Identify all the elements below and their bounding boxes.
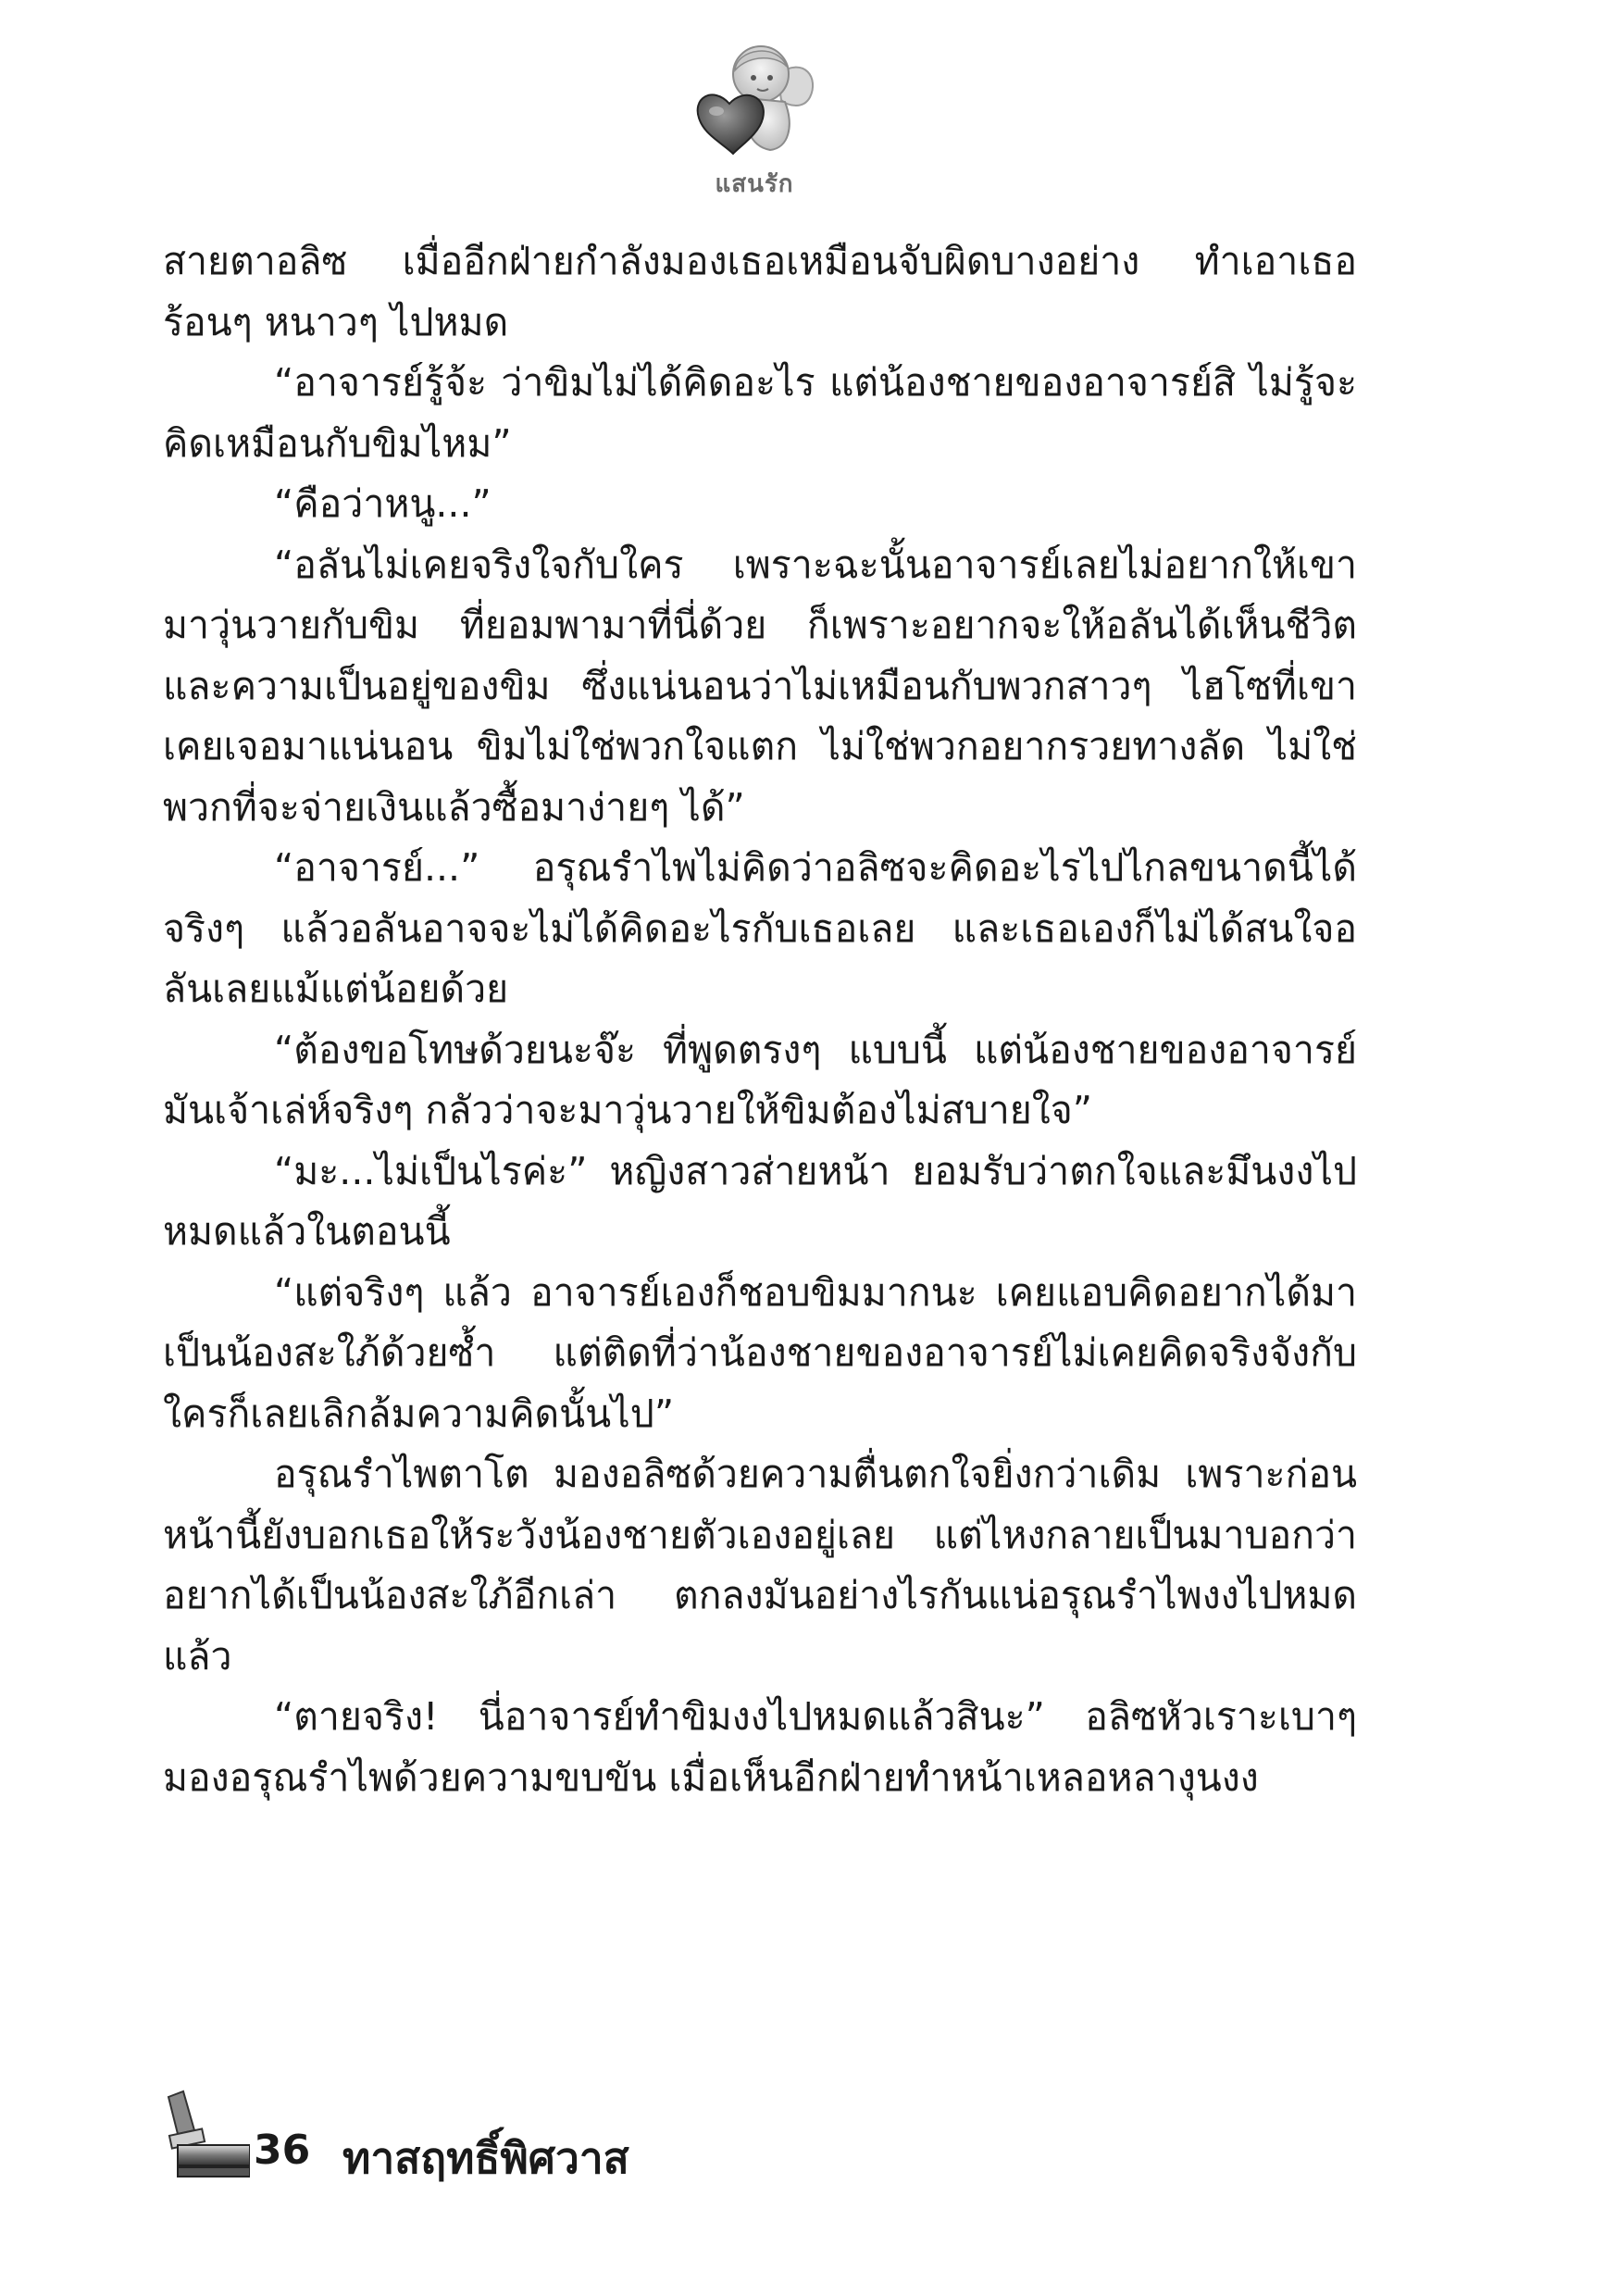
paragraph: “ต้องขอโทษด้วยนะจ๊ะ ที่พูดตรงๆ แบบนี้ แต่น้องชายของอาจารย์มันเจ้าเล่ห์จริงๆ กลัวว่าจะมาวุ่นวายให้ขิมต้องไม่สบายใจ” — [163, 1027, 1357, 1132]
paragraph: “ตายจริง! นี่อาจารย์ทำขิมงงไปหมดแล้วสินะ” อลิซหัวเราะเบาๆ มองอรุณรำไพด้วยความขบขัน เมื่อเห็นอีกฝ่ายทำหน้าเหลอหลางุนงง — [163, 1694, 1357, 1800]
body-text — [163, 231, 1357, 1808]
publisher-logo — [685, 37, 824, 198]
cupid-heart-icon — [685, 37, 824, 167]
paragraph: “อาจารย์...” อรุณรำไพไม่คิดว่าอลิซจะคิดอะไรไปไกลขนาดนี้ได้จริงๆ แล้วอลันอาจจะไม่ได้คิดอะไรกับเธอเลย และเธอเองก็ไม่ได้สนใจอลันเลยแม้แต่น้อยด้วย — [163, 845, 1357, 1011]
paragraph: อรุณรำไพตาโต มองอลิซด้วยความตื่นตกใจยิ่งกว่าเดิม เพราะก่อนหน้านี้ยังบอกเธอให้ระวังน้องชายตัวเองอยู่เลย แต่ไหงกลายเป็นมาบอกว่าอยากได้เป็นน้องสะใภ้อีกเล่า ตกลงมันอย่างไรกันแน่อรุณรำไพงงไปหมดแล้ว — [163, 1452, 1357, 1678]
lipstick-icon — [157, 2088, 250, 2190]
paragraph: “มะ...ไม่เป็นไรค่ะ” หญิงสาวส่ายหน้า ยอมรับว่าตกใจและมึนงงไปหมดแล้วในตอนนี้ — [163, 1148, 1357, 1254]
paragraph: “อาจารย์รู้จ้ะ ว่าขิมไม่ได้คิดอะไร แต่น้องชายของอาจารย์สิ ไม่รู้จะคิดเหมือนกับขิมไหม” — [163, 360, 1357, 466]
paragraph: “คือว่าหนู...” — [274, 481, 492, 526]
paragraph: “อลันไม่เคยจริงใจกับใคร เพราะฉะนั้นอาจารย์เลยไม่อยากให้เขามาวุ่นวายกับขิม ที่ยอมพามาที่นี่ด้วย ก็เพราะอยากจะให้อลันได้เห็นชีวิตและความเป็นอยู่ของขิม ซึ่งแน่นอนว่าไม่เหมือนกับพวกสาวๆ ไฮโซที่เขาเคยเจอมาแน่นอน ขิมไม่ใช่พวกใจแตก ไม่ใช่พวกอยากรวยทางลัด ไม่ใช่พวกที่จะจ่ายเงินแล้วซื้อมาง่ายๆ ได้” — [163, 542, 1357, 830]
paragraph: สายตาอลิซ เมื่ออีกฝ่ายกำลังมองเธอเหมือนจับผิดบางอย่าง ทำเอาเธอร้อนๆ หนาวๆ ไปหมด — [163, 239, 1357, 344]
page-number: 36 — [254, 2127, 311, 2174]
book-title: ทาสฤทธิ์พิศวาส — [342, 2133, 629, 2183]
logo-wordmark: แสนรัก — [715, 170, 794, 198]
page-footer — [157, 2088, 990, 2199]
paragraph: “แต่จริงๆ แล้ว อาจารย์เองก็ชอบขิมมากนะ เคยแอบคิดอยากได้มาเป็นน้องสะใภ้ด้วยซ้ำ แต่ติดที่ว่าน้องชายของอาจารย์ไม่เคยคิดจริงจังกับใครก็เลยเลิกล้มความคิดนั้นไป” — [163, 1269, 1357, 1436]
